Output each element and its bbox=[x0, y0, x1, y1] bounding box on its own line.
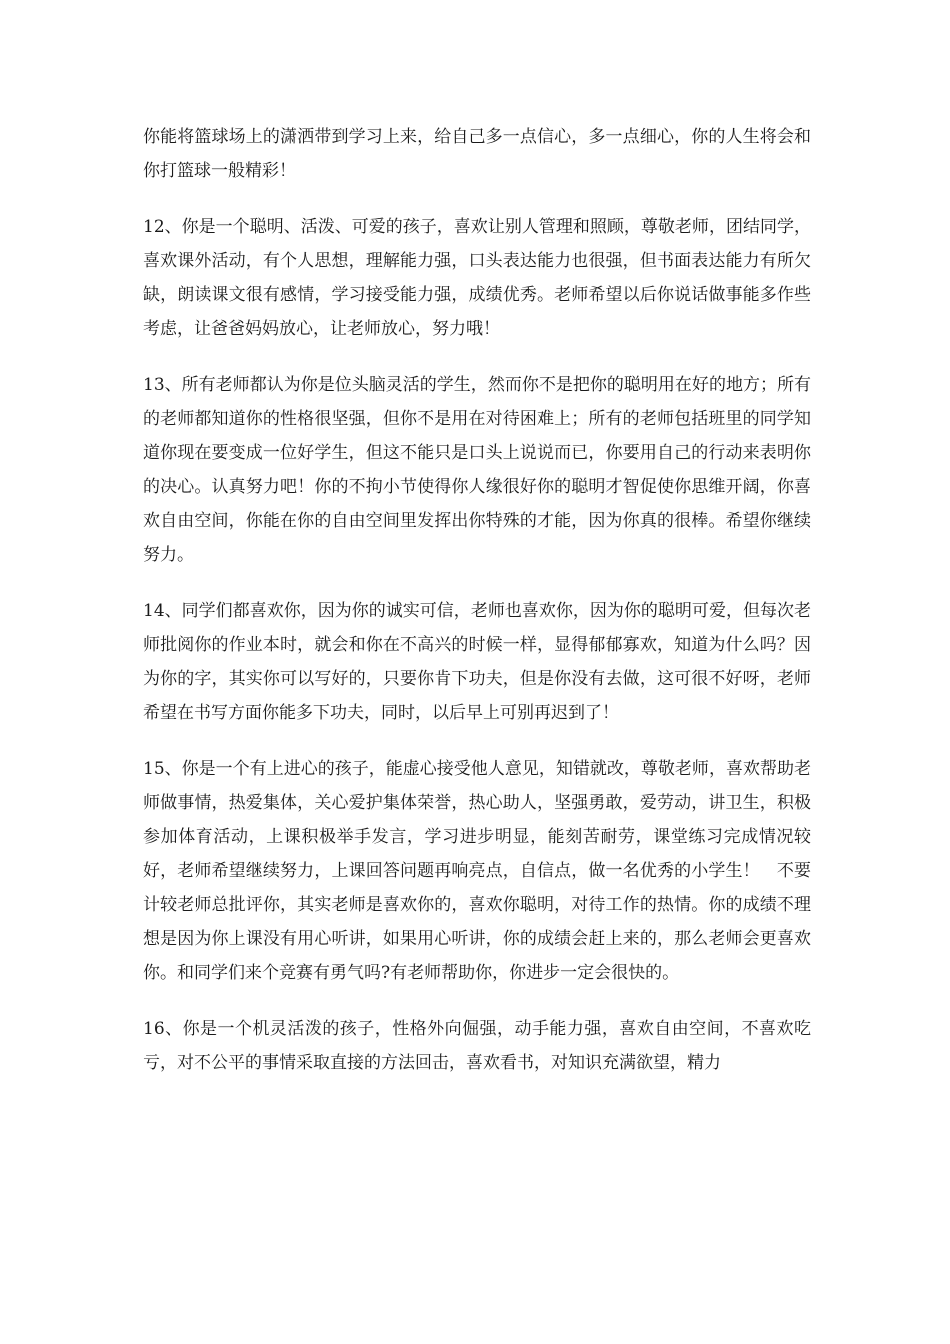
paragraph-15: 15、你是一个有上进心的孩子，能虚心接受他人意见，知错就改，尊敬老师，喜欢帮助老师做事情，热爱集体，关心爱护集体荣誉，热心助人，坚强勇敢，爱劳动，讲卫生，积极参加体育活动，上课积极举手发言，学习进步明显，能刻苦耐劳，课堂练习完成情况较好，老师希望继续努力，上课回答问题再响亮点，自信点，做一名优秀的小学生！ 不要计较老师总批评你，其实老师是喜欢你的，喜欢你聪明，对待工作的热情。你的成绩不理想是因为你上课没有用心听讲，如果用心听讲，你的成绩会赶上来的，那么老师会更喜欢你。和同学们来个竞赛有勇气吗?有老师帮助你，你进步一定会很快的。 bbox=[143, 759, 811, 983]
paragraph-14: 14、同学们都喜欢你，因为你的诚实可信，老师也喜欢你，因为你的聪明可爱，但每次老师批阅你的作业本时，就会和你在不高兴的时候一样，显得郁郁寡欢，知道为什么吗？因为你的字，其实你可以写好的，只要你肯下功夫，但是你没有去做，这可很不好呀，老师希望在书写方面你能多下功夫，同时，以后早上可别再迟到了！ bbox=[143, 601, 811, 723]
paragraph-continued: 你能将篮球场上的潇洒带到学习上来，给自己多一点信心，多一点细心，你的人生将会和你打篮球一般精彩！ bbox=[143, 127, 811, 181]
paragraph-16: 16、你是一个机灵活泼的孩子，性格外向倔强，动手能力强，喜欢自由空间，不喜欢吃亏，对不公平的事情采取直接的方法回击，喜欢看书，对知识充满欲望，精力 bbox=[143, 1019, 811, 1073]
document-body bbox=[143, 120, 811, 1102]
paragraph-13: 13、所有老师都认为你是位头脑灵活的学生，然而你不是把你的聪明用在好的地方；所有的老师都知道你的性格很坚强，但你不是用在对待困难上；所有的老师包括班里的同学知道你现在要变成一位好学生，但这不能只是口头上说说而已，你要用自己的行动来表明你的决心。认真努力吧！你的不拘小节使得你人缘很好你的聪明才智促使你思维开阔，你喜欢自由空间，你能在你的自由空间里发挥出你特殊的才能，因为你真的很棒。希望你继续努力。 bbox=[143, 375, 811, 565]
paragraph-12: 12、你是一个聪明、活泼、可爱的孩子，喜欢让别人管理和照顾，尊敬老师，团结同学，喜欢课外活动，有个人思想，理解能力强，口头表达能力也很强，但书面表达能力有所欠缺，朗读课文很有感情，学习接受能力强，成绩优秀。老师希望以后你说话做事能多作些考虑，让爸爸妈妈放心，让老师放心，努力哦！ bbox=[143, 217, 811, 339]
